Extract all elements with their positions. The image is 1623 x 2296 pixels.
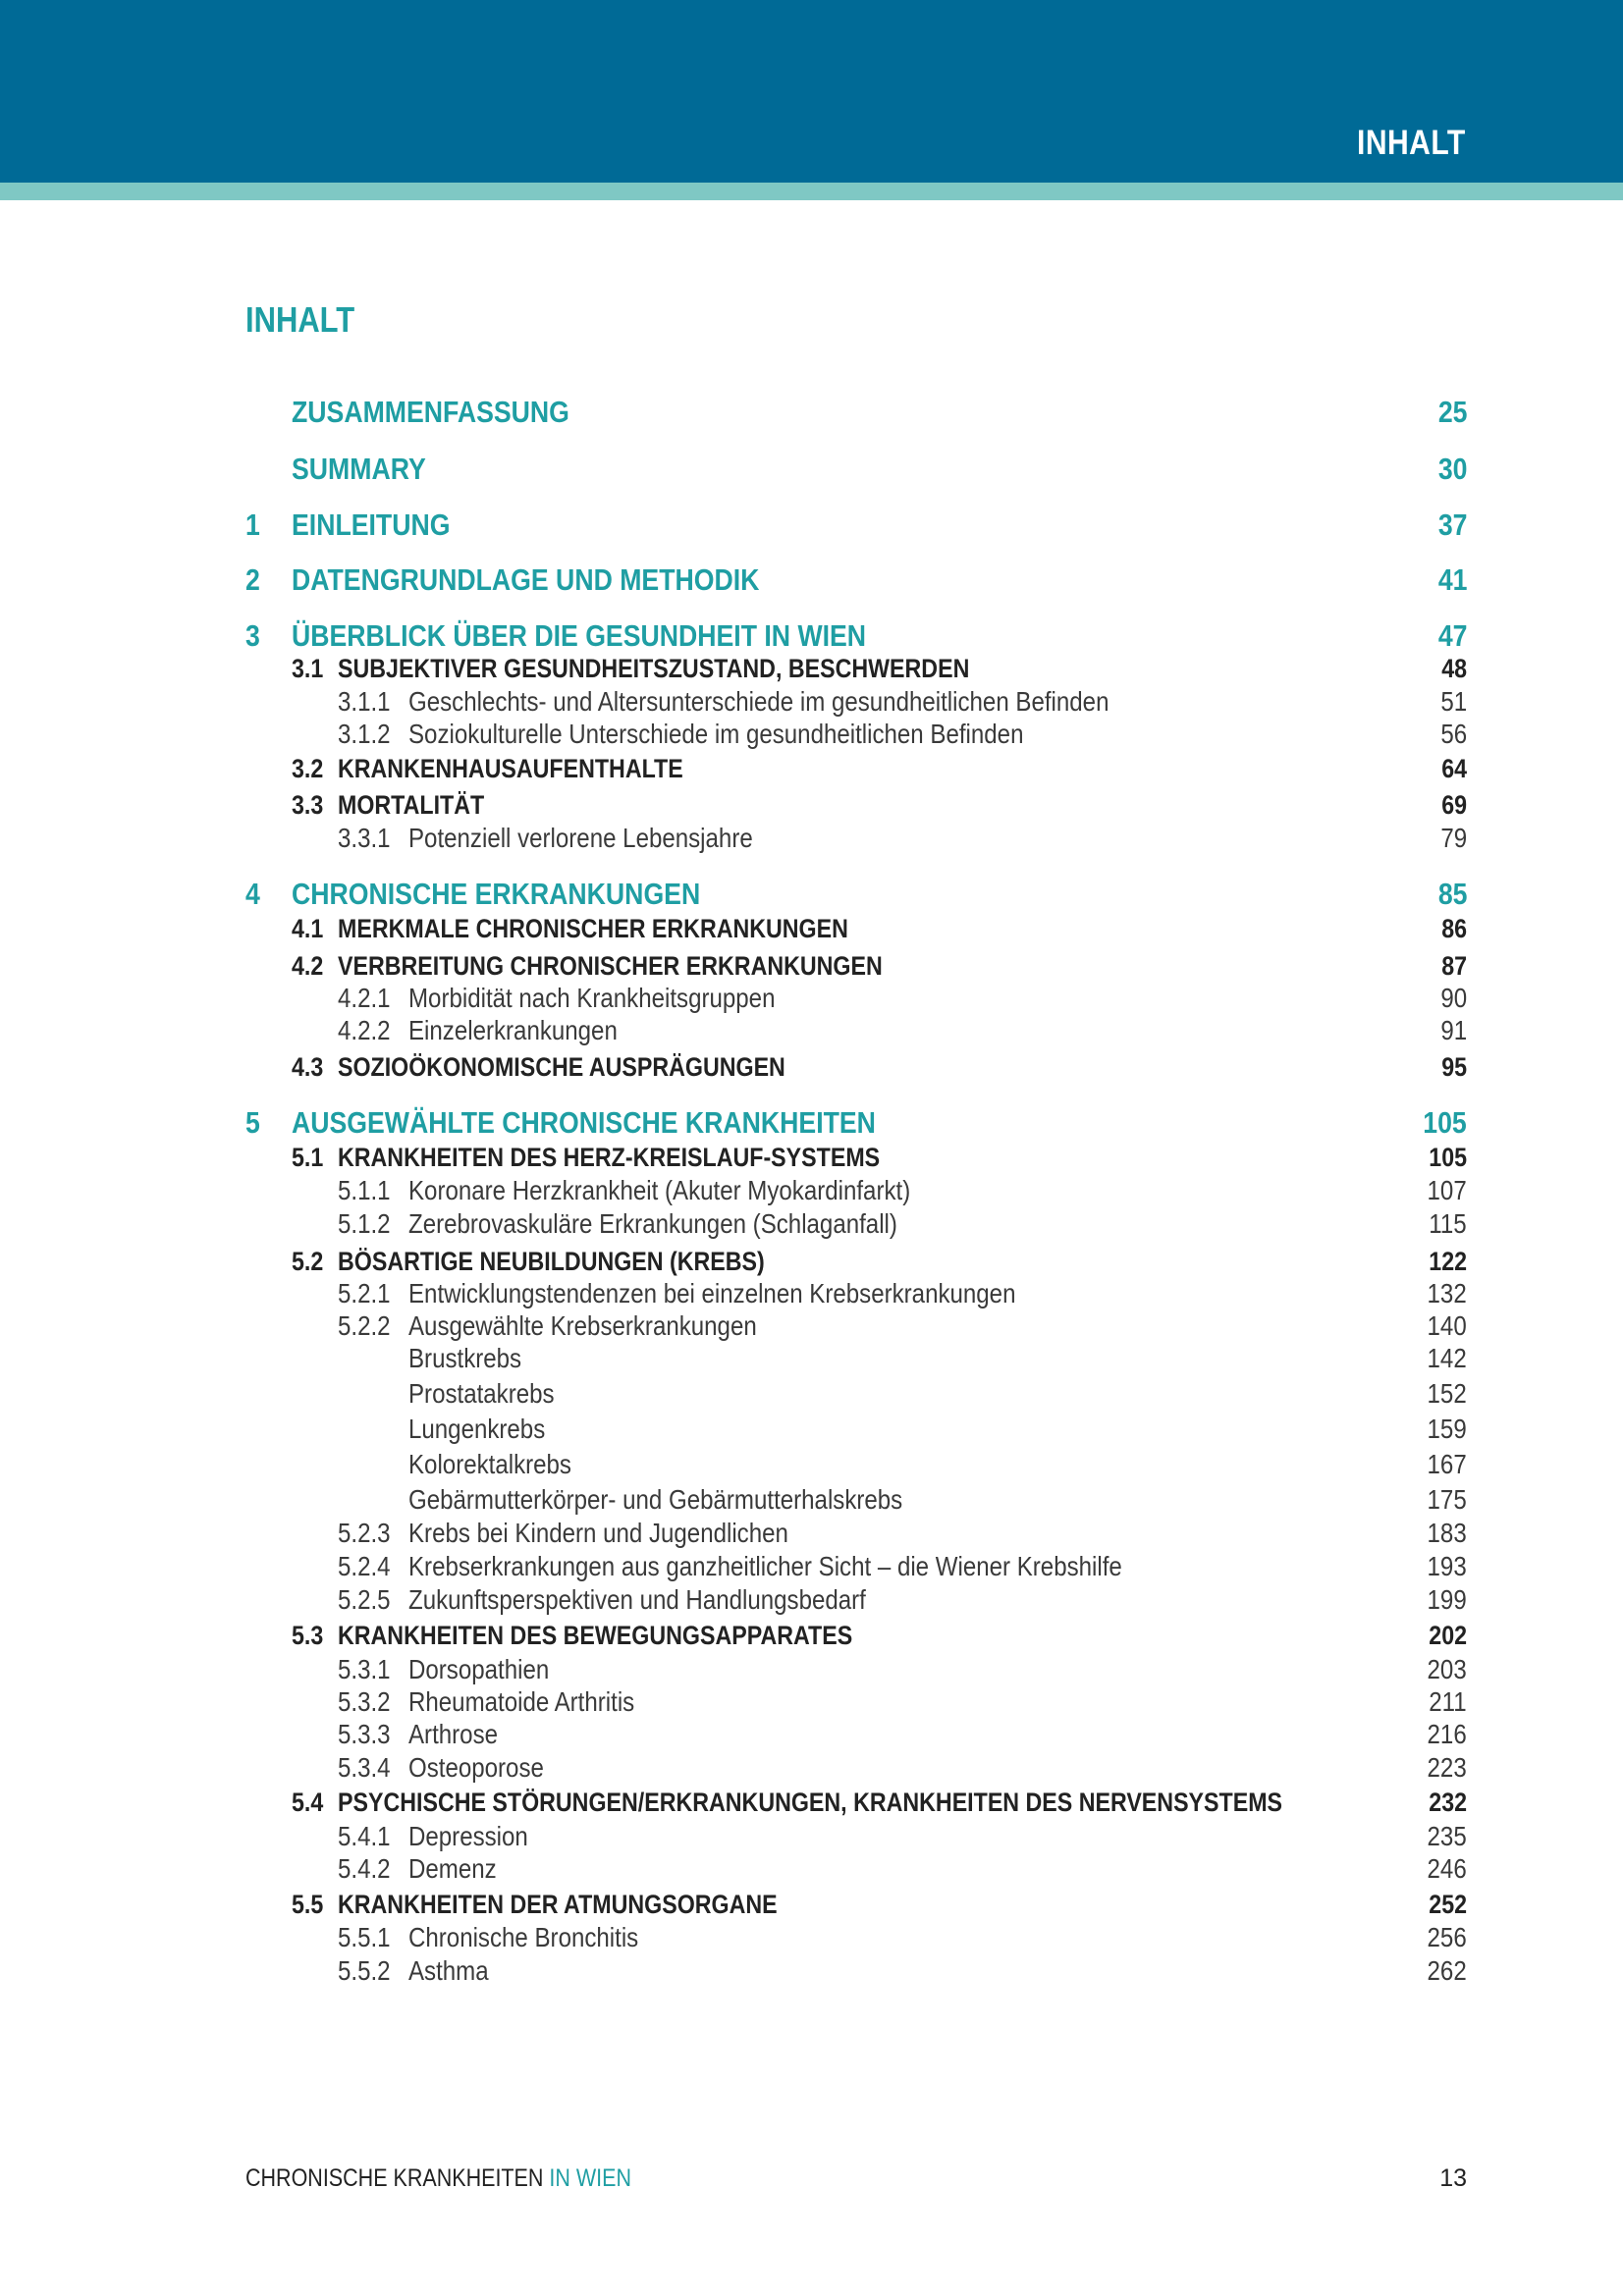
toc-entry-page: 85 (1437, 877, 1467, 911)
toc-entry-page: 90 (1440, 983, 1467, 1013)
toc-entry-page: 175 (1427, 1484, 1467, 1515)
toc-entry-title: ZUSAMMENFASSUNG (292, 395, 569, 429)
toc-entry-title: Prostatakrebs (408, 1378, 555, 1409)
toc-entry-title: Brustkrebs (408, 1343, 522, 1373)
toc-entry-page: 183 (1427, 1518, 1467, 1548)
toc-entry-page: 79 (1440, 823, 1467, 853)
toc-entry-title: Rheumatoide Arthritis (408, 1686, 635, 1717)
toc-entry-title: Gebärmutterkörper- und Gebärmutterhalskrebs (408, 1484, 903, 1515)
toc-entry-title: Osteoporose (408, 1752, 544, 1783)
toc-entry-number: 5.1.1 (338, 1175, 391, 1205)
toc-entry-page: 51 (1440, 686, 1467, 717)
toc-entry-number: 4.2.2 (338, 1015, 391, 1045)
toc-entry-number: 1 (245, 507, 260, 542)
toc-entry-title: MORTALITÄT (338, 790, 485, 820)
toc-entry-page: 262 (1427, 1955, 1467, 1986)
toc-entry-page: 37 (1437, 507, 1467, 542)
toc-entry-title: ÜBERBLICK ÜBER DIE GESUNDHEIT IN WIEN (292, 618, 867, 653)
toc-entry-number: 3 (245, 618, 260, 653)
toc-entry-page: 91 (1440, 1015, 1467, 1045)
toc-entry-number: 5.2.4 (338, 1551, 391, 1581)
toc-entry-number: 5.5 (292, 1890, 324, 1919)
toc-entry-title: KRANKHEITEN DER ATMUNGSORGANE (338, 1890, 778, 1919)
toc-entry-number: 4 (245, 877, 260, 911)
toc-entry-number: 3.1.1 (338, 686, 391, 717)
toc-entry-page: 95 (1441, 1052, 1467, 1082)
toc-entry-number: 5.1.2 (338, 1208, 391, 1239)
toc-entry-page: 211 (1429, 1686, 1467, 1717)
toc-entry-title: Arthrose (408, 1719, 499, 1749)
toc-entry-number: 5.2.1 (338, 1278, 391, 1308)
toc-entry-page: 86 (1441, 914, 1467, 943)
toc-entry-page: 202 (1429, 1621, 1467, 1650)
toc-entry-page: 167 (1427, 1449, 1467, 1479)
toc-entry-title: MERKMALE CHRONISCHER ERKRANKUNGEN (338, 914, 848, 943)
toc-entry-page: 152 (1427, 1378, 1467, 1409)
toc-entry-page: 235 (1427, 1821, 1467, 1851)
toc-entry-number: 5.4 (292, 1788, 324, 1817)
footer-title-main: CHRONISCHE KRANKHEITEN (245, 2164, 544, 2192)
toc-entry-number: 5.2.3 (338, 1518, 391, 1548)
toc-entry-page: 105 (1423, 1105, 1467, 1140)
toc-entry-page: 193 (1427, 1551, 1467, 1581)
running-header-title: INHALT (1357, 124, 1466, 162)
toc-entry-page: 159 (1427, 1414, 1467, 1444)
toc-entry-title: Geschlechts- und Altersunterschiede im gesundheitlichen Befinden (408, 686, 1109, 717)
toc-entry-page: 256 (1427, 1922, 1467, 1952)
toc-entry-number: 5.3 (292, 1621, 324, 1650)
toc-entry-title: Entwicklungstendenzen bei einzelnen Krebserkrankungen (408, 1278, 1016, 1308)
toc-entry-title: Einzelerkrankungen (408, 1015, 618, 1045)
toc-entry-title: Krebserkrankungen aus ganzheitlicher Sicht – die Wiener Krebshilfe (408, 1551, 1122, 1581)
toc-entry-number: 3.1.2 (338, 719, 391, 749)
toc-entry-title: Zukunftsperspektiven und Handlungsbedarf (408, 1584, 866, 1615)
toc-entry-number: 4.2 (292, 951, 324, 981)
toc-entry-title: DATENGRUNDLAGE UND METHODIK (292, 562, 760, 597)
toc-entry-title: AUSGEWÄHLTE CHRONISCHE KRANKHEITEN (292, 1105, 876, 1140)
toc-entry-page: 47 (1437, 618, 1467, 653)
toc-entry-title: Kolorektalkrebs (408, 1449, 571, 1479)
toc-entry-number: 5.3.3 (338, 1719, 391, 1749)
toc-entry-title: KRANKHEITEN DES HERZ-KREISLAUF-SYSTEMS (338, 1143, 881, 1172)
toc-entry-number: 5.5.1 (338, 1922, 391, 1952)
toc-entry-number: 4.1 (292, 914, 324, 943)
toc-entry-title: SUBJEKTIVER GESUNDHEITSZUSTAND, BESCHWERDEN (338, 654, 970, 683)
toc-entry-page: 252 (1429, 1890, 1467, 1919)
toc-entry-number: 5.2.2 (338, 1310, 391, 1341)
toc-entry-number: 5.2 (292, 1247, 324, 1276)
toc-entry-title: Ausgewählte Krebserkrankungen (408, 1310, 757, 1341)
toc-entry-title: Asthma (408, 1955, 489, 1986)
toc-entry-page: 203 (1427, 1654, 1467, 1684)
toc-entry-title: Chronische Bronchitis (408, 1922, 639, 1952)
toc-entry-title: Dorsopathien (408, 1654, 550, 1684)
toc-entry-number: 5.2.5 (338, 1584, 391, 1615)
toc-entry-number: 5.1 (292, 1143, 324, 1172)
toc-entry-number: 5.5.2 (338, 1955, 391, 1986)
toc-entry-title: Potenziell verlorene Lebensjahre (408, 823, 753, 853)
toc-entry-title: Morbidität nach Krankheitsgruppen (408, 983, 776, 1013)
toc-entry-page: 41 (1437, 562, 1467, 597)
toc-entry-page: 69 (1441, 790, 1467, 820)
toc-entry-page: 132 (1427, 1278, 1467, 1308)
toc-entry-title: CHRONISCHE ERKRANKUNGEN (292, 877, 701, 911)
toc-entry-number: 2 (245, 562, 260, 597)
toc-entry-page: 48 (1441, 654, 1467, 683)
toc-entry-page: 142 (1427, 1343, 1467, 1373)
toc-entry-title: Soziokulturelle Unterschiede im gesundheitlichen Befinden (408, 719, 1024, 749)
toc-entry-number: 4.2.1 (338, 983, 391, 1013)
footer-page-number: 13 (1439, 2164, 1467, 2192)
toc-entry-page: 30 (1437, 452, 1467, 486)
toc-entry-title: KRANKHEITEN DES BEWEGUNGSAPPARATES (338, 1621, 853, 1650)
toc-entry-title: Depression (408, 1821, 528, 1851)
toc-entry-title: Lungenkrebs (408, 1414, 546, 1444)
toc-entry-number: 3.1 (292, 654, 324, 683)
toc-entry-number: 5.3.1 (338, 1654, 391, 1684)
toc-entry-title: KRANKENHAUSAUFENTHALTE (338, 754, 683, 783)
toc-entry-page: 25 (1437, 395, 1467, 429)
toc-entry-page: 140 (1427, 1310, 1467, 1341)
toc-entry-title: EINLEITUNG (292, 507, 451, 542)
toc-entry-number: 5.3.4 (338, 1752, 391, 1783)
toc-entry-page: 122 (1429, 1247, 1467, 1276)
toc-entry-page: 223 (1427, 1752, 1467, 1783)
toc-entry-page: 115 (1429, 1208, 1467, 1239)
toc-entry-title: PSYCHISCHE STÖRUNGEN/ERKRANKUNGEN, KRANKHEITEN DES NERVENSYSTEMS (338, 1788, 1283, 1817)
toc-entry-number: 5.4.1 (338, 1821, 391, 1851)
toc-entry-title: Zerebrovaskuläre Erkrankungen (Schlaganfall) (408, 1208, 897, 1239)
toc-entry-page: 56 (1440, 719, 1467, 749)
toc-entry-number: 3.2 (292, 754, 324, 783)
footer-title-accent: IN WIEN (549, 2164, 632, 2192)
toc-entry-title: SUMMARY (292, 452, 426, 486)
toc-entry-number: 4.3 (292, 1052, 324, 1082)
toc-entry-title: Krebs bei Kindern und Jugendlichen (408, 1518, 788, 1548)
toc-entry-number: 3.3.1 (338, 823, 391, 853)
toc-entry-title: VERBREITUNG CHRONISCHER ERKRANKUNGEN (338, 951, 883, 981)
toc-entry-page: 64 (1441, 754, 1467, 783)
toc-entry-page: 199 (1427, 1584, 1467, 1615)
toc-entry-title: Demenz (408, 1853, 497, 1884)
toc-entry-page: 107 (1427, 1175, 1467, 1205)
footer-publication-title (245, 2163, 631, 2193)
toc-entry-title: BÖSARTIGE NEUBILDUNGEN (KREBS) (338, 1247, 765, 1276)
toc-entry-title: Koronare Herzkrankheit (Akuter Myokardinfarkt) (408, 1175, 911, 1205)
toc-entry-title: SOZIOÖKONOMISCHE AUSPRÄGUNGEN (338, 1052, 785, 1082)
toc-entry-page: 246 (1427, 1853, 1467, 1884)
toc-entry-page: 232 (1429, 1788, 1467, 1817)
toc-heading: INHALT (245, 299, 355, 340)
toc-entry-page: 87 (1441, 951, 1467, 981)
toc-entry-number: 5.3.2 (338, 1686, 391, 1717)
toc-entry-number: 3.3 (292, 790, 324, 820)
toc-entry-number: 5.4.2 (338, 1853, 391, 1884)
toc-entry-number: 5 (245, 1105, 260, 1140)
toc-entry-page: 216 (1427, 1719, 1467, 1749)
toc-entry-page: 105 (1429, 1143, 1467, 1172)
